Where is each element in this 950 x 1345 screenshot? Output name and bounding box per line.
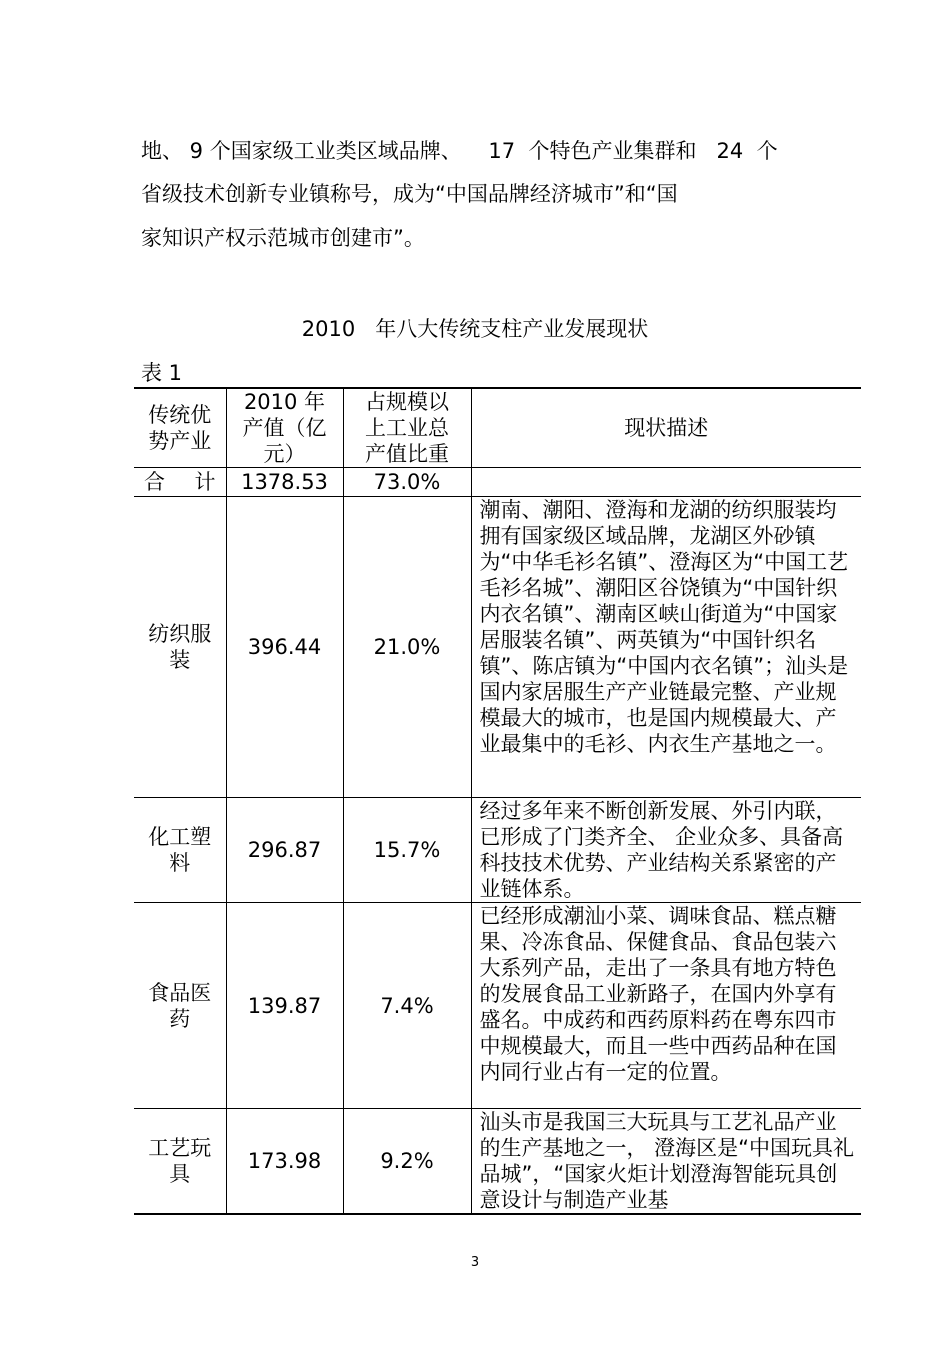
industry-output: 296.87 [226, 798, 343, 903]
page-number: 3 [470, 1255, 480, 1270]
table-row [134, 1109, 861, 1215]
header-share: 占规模以上工业总产值比重 [343, 388, 471, 468]
header-description: 现状描述 [471, 388, 861, 468]
paragraph-line: 地、 9 个国家级工业类区域品牌、 17 个特色产业集群和 24 个 [141, 139, 778, 163]
industry-table [134, 387, 861, 1215]
industry-description: 已经形成潮汕小菜、调味食品、糕点糖果、冷冻食品、保健食品、食品包装六大系列产品，走出了一条具有地方特色的发展食品工业新路子，在国内外享有盛名。中成药和西药原料药在粤东四市中规模最大，而且一些中西药品种在国内同行业占有一定的位置。 [471, 903, 861, 1109]
industry-output: 173.98 [226, 1109, 343, 1215]
table-label: 表 1 [141, 361, 183, 385]
industry-share: 21.0% [343, 497, 471, 798]
total-share: 73.0% [343, 468, 471, 497]
total-description [471, 468, 861, 497]
industry-share: 15.7% [343, 798, 471, 903]
industry-description: 潮南、潮阳、澄海和龙湖的纺织服装均拥有国家级区域品牌，龙湖区外砂镇为“中华毛衫名镇”、澄海区为“中国工艺毛衫名城”、潮阳区谷饶镇为“中国针织内衣名镇”、潮南区峡山街道为“中国家居服装名镇”、两英镇为“中国针织名镇”、陈店镇为“中国内衣名镇”；汕头是国内家居服生产产业链最完整、产业规模最大的城市，也是国内规模最大、产业最集中的毛衫、内衣生产基地之一。 [471, 497, 861, 798]
industry-name: 工艺玩具 [134, 1109, 226, 1215]
header-output: 2010 年产值（亿元） [226, 388, 343, 468]
industry-name: 纺织服装 [134, 497, 226, 798]
industry-description: 汕头市是我国三大玩具与工艺礼品产业的生产基地之一， 澄海区是“中国玩具礼品城”，“国家火炬计划澄海智能玩具创意设计与制造产业基 [471, 1109, 861, 1215]
industry-name: 食品医药 [134, 903, 226, 1109]
paragraph-line: 省级技术创新专业镇称号，成为“中国品牌经济城市”和“国 [141, 182, 678, 206]
table-title: 2010 年八大传统支柱产业发展现状 [301, 317, 649, 341]
table-header-row [134, 388, 861, 468]
table-row-total [134, 468, 861, 497]
header-industry: 传统优势产业 [134, 388, 226, 468]
table-row [134, 903, 861, 1109]
industry-output: 396.44 [226, 497, 343, 798]
industry-description: 经过多年来不断创新发展、外引内联，已形成了门类齐全、 企业众多、具备高科技技术优势、产业结构关系紧密的产业链体系。 [471, 798, 861, 903]
total-output: 1378.53 [226, 468, 343, 497]
paragraph-line: 家知识产权示范城市创建市”。 [141, 226, 425, 250]
table-row [134, 497, 861, 798]
industry-name: 化工塑料 [134, 798, 226, 903]
table-row [134, 798, 861, 903]
industry-output: 139.87 [226, 903, 343, 1109]
industry-share: 9.2% [343, 1109, 471, 1215]
total-label: 合计 [134, 468, 226, 497]
industry-share: 7.4% [343, 903, 471, 1109]
